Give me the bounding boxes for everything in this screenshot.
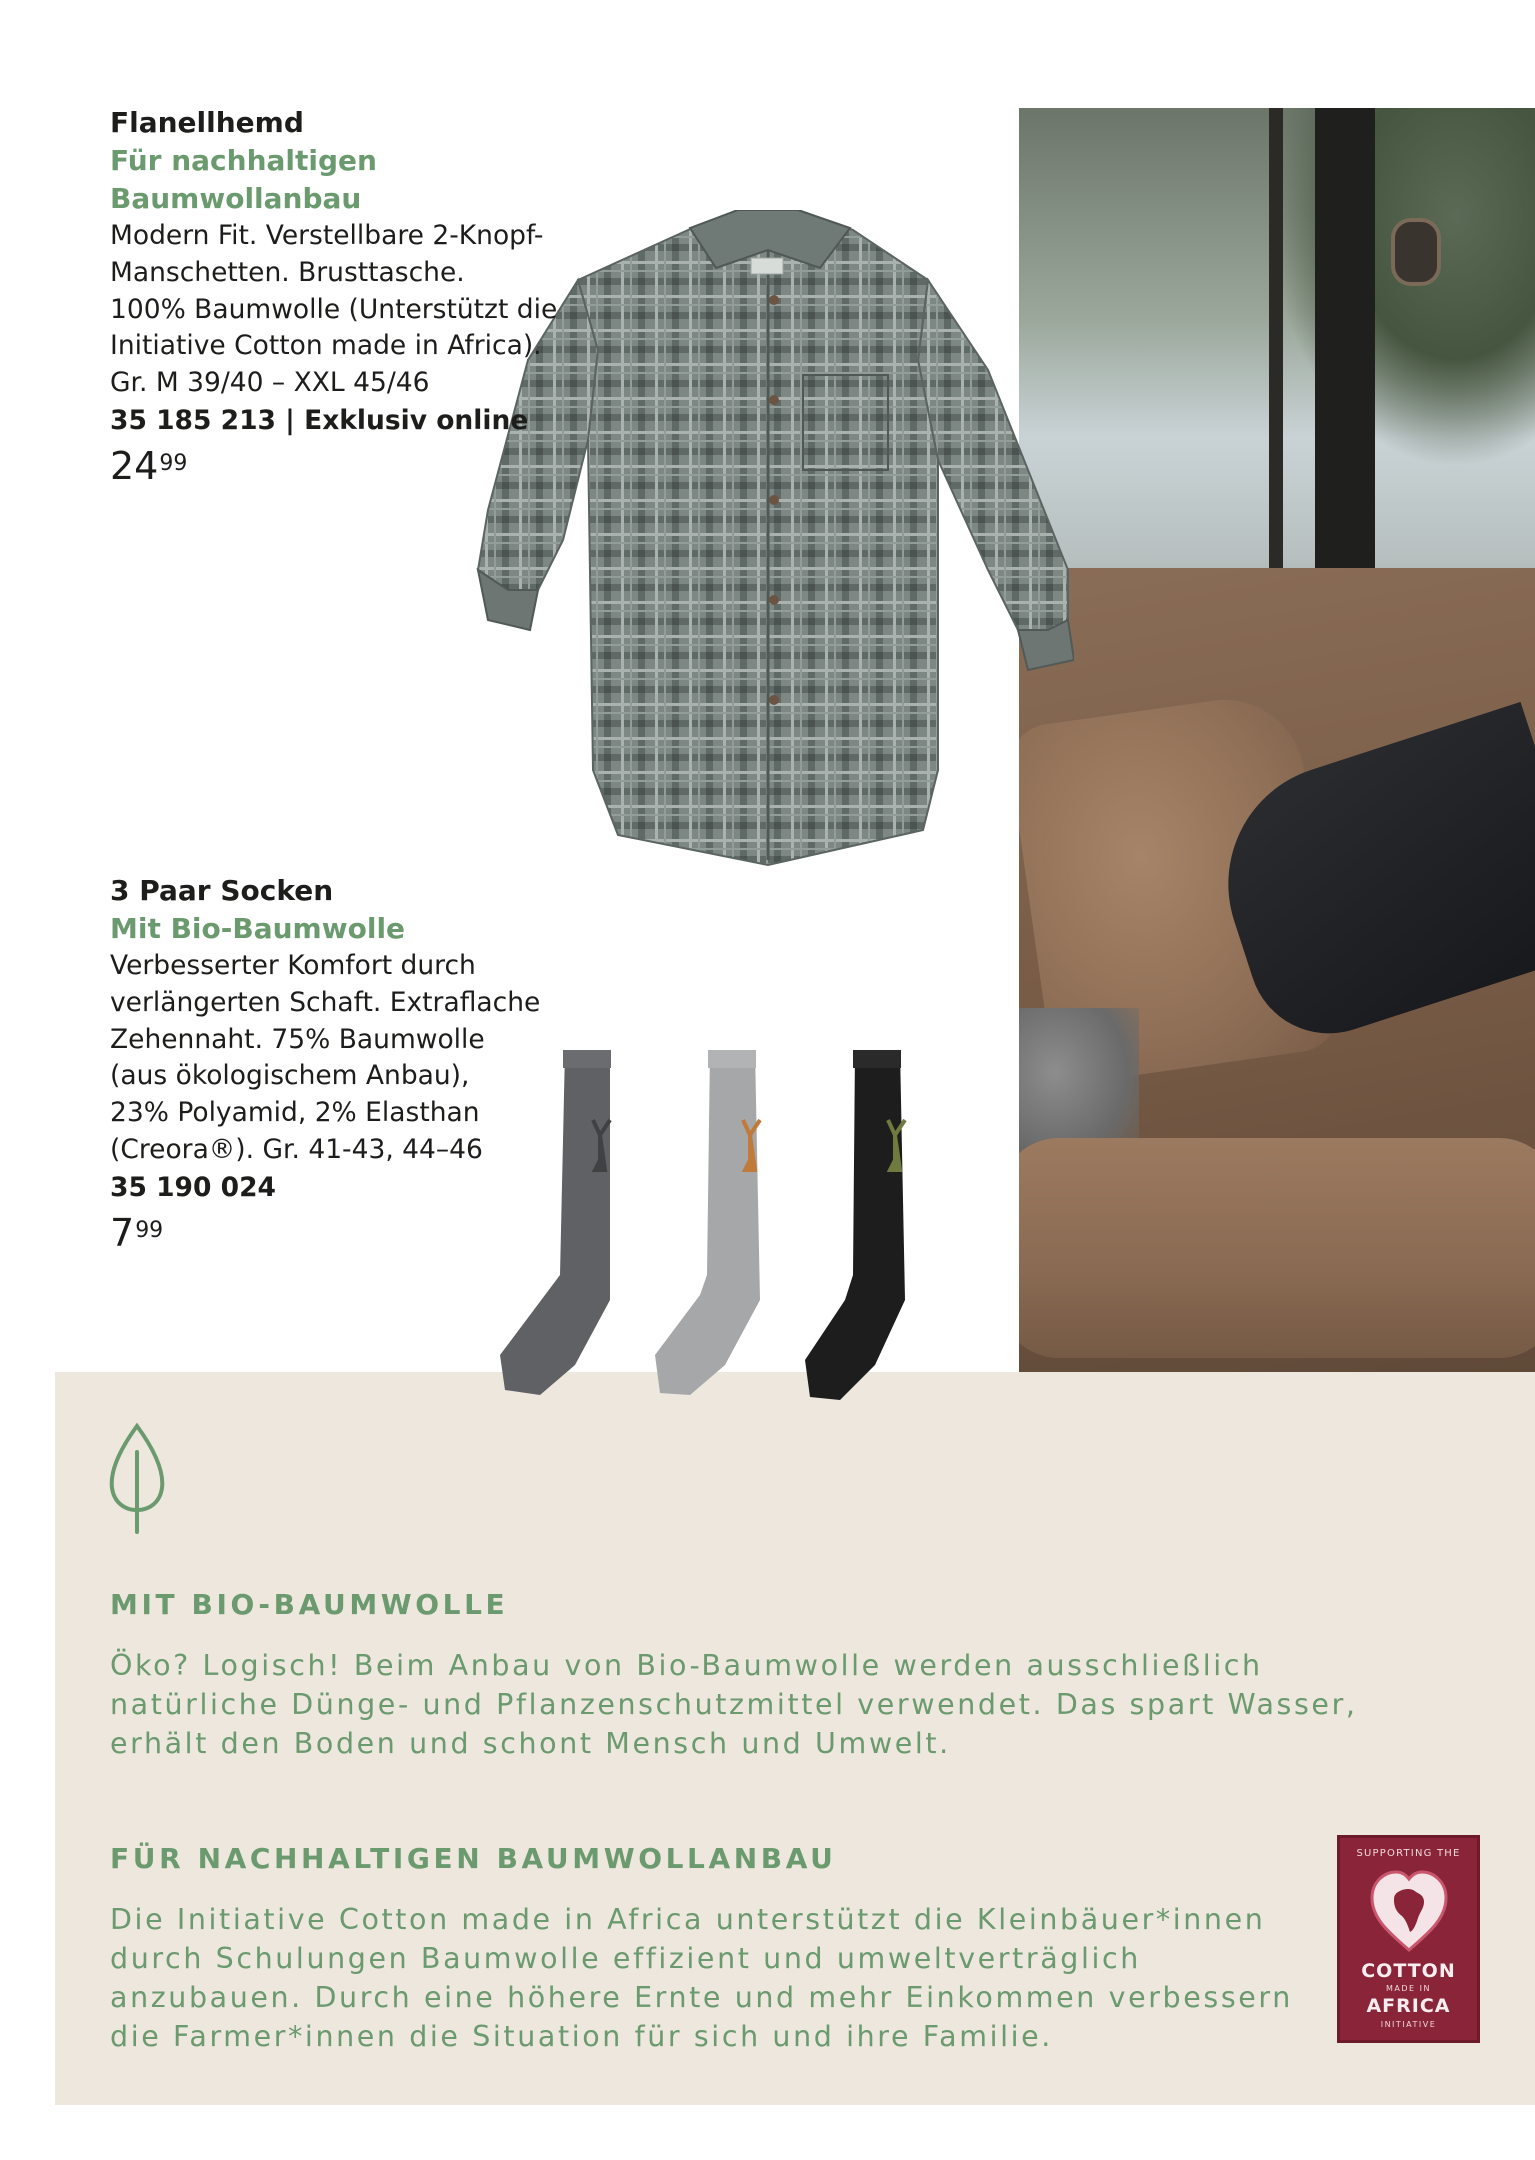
product-description: [110, 948, 610, 1169]
product-flanellhemd: [110, 104, 610, 488]
description-line: Manschetten. Brusttasche.: [110, 256, 465, 288]
description-line: (aus ökologischem Anbau),: [110, 1060, 470, 1092]
body-line: erhält den Boden und schont Mensch und Umwelt.: [110, 1727, 951, 1760]
product-title: Flanellhemd: [110, 106, 304, 139]
cotton-made-in-africa-badge: [1337, 1835, 1480, 2043]
article-number: 35 190 024: [110, 1171, 276, 1203]
badge-line-made-in: MADE IN: [1386, 1984, 1431, 1993]
description-line: 23% Polyamid, 2% Elasthan: [110, 1097, 480, 1129]
tree-foliage: [1269, 108, 1535, 468]
description-line: (Creora®). Gr. 41-43, 44–46: [110, 1133, 483, 1165]
sofa-cushion: [1019, 1138, 1535, 1358]
product-socken: [110, 872, 610, 1255]
section-heading-nachhaltig: FÜR NACHHALTIGEN BAUMWOLLANBAU: [110, 1842, 837, 1875]
body-line: natürliche Dünge- und Pflanzenschutzmittel verwendet. Das spart Wasser,: [110, 1688, 1358, 1721]
body-line: anzubauen. Durch eine höhere Ernte und mehr Einkommen verbessern: [110, 1981, 1293, 2014]
article-number: 35 185 213 | Exklusiv online: [110, 404, 529, 436]
description-line: Initiative Cotton made in Africa).: [110, 330, 542, 362]
price-main: 24: [110, 443, 159, 488]
product-description: [110, 218, 610, 402]
badge-line-initiative: INITIATIVE: [1380, 2020, 1437, 2029]
description-line: Modern Fit. Verstellbare 2-Knopf-: [110, 220, 544, 251]
product-title: 3 Paar Socken: [110, 874, 334, 907]
lifestyle-photo: [1019, 108, 1535, 1480]
description-line: Zehennaht. 75% Baumwolle: [110, 1023, 485, 1055]
price-cents: 99: [135, 1217, 164, 1243]
body-line: Die Initiative Cotton made in Africa unterstützt die Kleinbäuer*innen: [110, 1903, 1266, 1936]
section-heading-bio: MIT BIO-BAUMWOLLE: [110, 1588, 509, 1621]
badge-line-cotton: COTTON: [1361, 1960, 1456, 1982]
product-subtitle: Mit Bio-Baumwolle: [110, 912, 406, 945]
description-line: 100% Baumwolle (Unterstützt die: [110, 293, 558, 325]
description-line: Gr. M 39/40 – XXL 45/46: [110, 367, 430, 399]
price-main: 7: [110, 1210, 135, 1255]
description-line: verlängerten Schaft. Extraflache: [110, 986, 541, 1018]
badge-line-supporting: SUPPORTING THE: [1356, 1848, 1461, 1859]
body-line: Öko? Logisch! Beim Anbau von Bio-Baumwolle werden ausschließlich: [110, 1649, 1263, 1682]
leaf-outline-icon: [108, 1422, 166, 1534]
body-line: die Farmer*innen die Situation für sich und ihre Familie.: [110, 2020, 1053, 2053]
price: [110, 1211, 610, 1255]
section-body-bio: [110, 1646, 1358, 1763]
body-line: durch Schulungen Baumwolle effizient und umweltverträglich: [110, 1942, 1141, 1975]
price-cents: 99: [159, 450, 188, 476]
section-body-nachhaltig: [110, 1900, 1293, 2056]
description-line: Verbesserter Komfort durch: [110, 950, 476, 981]
product-subtitle: Für nachhaltigen Baumwollanbau: [110, 144, 377, 215]
price: [110, 444, 610, 488]
heart-africa-icon: [1368, 1866, 1450, 1956]
window-handle: [1391, 218, 1441, 286]
badge-line-africa: AFRICA: [1366, 1995, 1451, 2017]
